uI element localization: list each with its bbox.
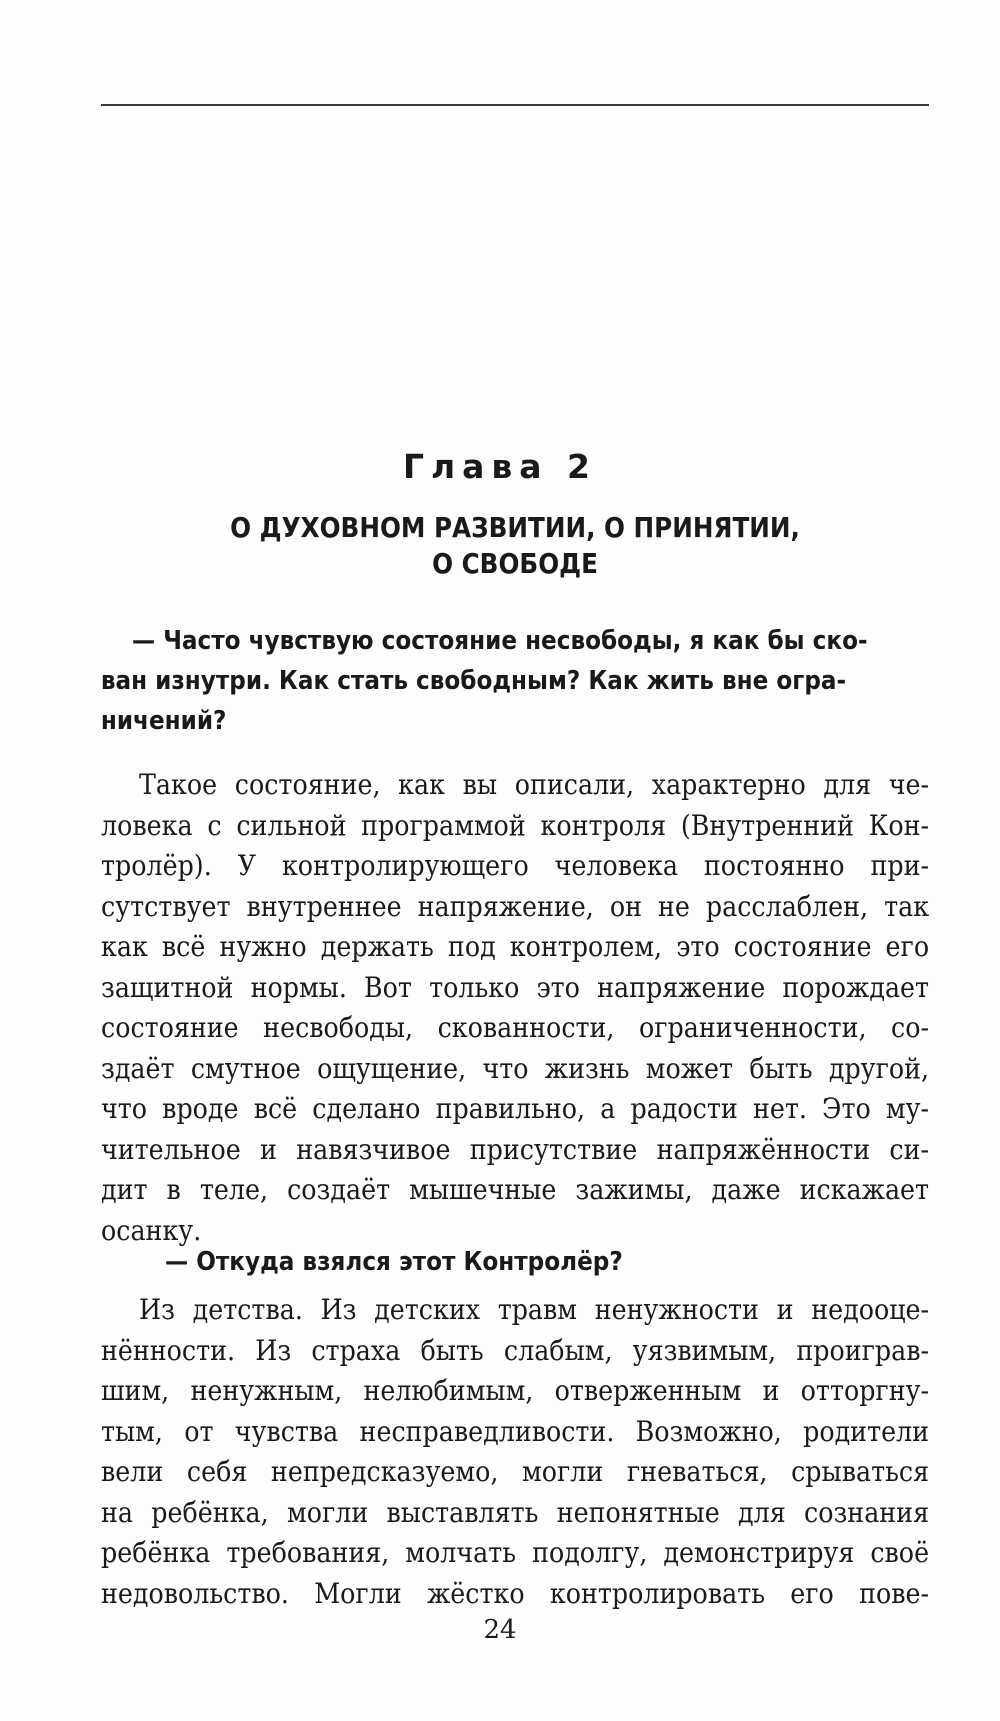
answer-paragraph — [101, 765, 929, 1251]
question-heading — [100, 621, 924, 741]
paragraph-line: шим, ненужным, нелюбимым, отверженным и отторгну- — [101, 1374, 930, 1407]
page-number: 24 — [483, 1615, 517, 1645]
paragraph-line: состояние несвободы, скованности, ограниченности, со- — [101, 1011, 930, 1044]
paragraph-line: тым, от чувства несправедливости. Возможно, родители — [101, 1414, 930, 1448]
chapter-title — [194, 510, 836, 582]
paragraph-line: ребёнка требования, молчать подолгу, демонстрируя своё — [101, 1536, 930, 1569]
chapter-title-line: О СВОБОДЕ — [432, 547, 598, 580]
paragraph-line: сутствует внутреннее напряжение, он не расслаблен, так — [101, 889, 930, 923]
paragraph-line: на ребёнка, могли выставлять непонятные для сознания — [101, 1495, 930, 1529]
question-line: — Часто чувствую состояние несвободы, я как бы ско- — [132, 626, 868, 656]
paragraph-line: осанку. — [101, 1213, 202, 1247]
paragraph-line: Из детства. Из детских травм ненужности и недооце- — [139, 1293, 930, 1326]
paragraph-line: как всё нужно держать под контролем, это состояние его — [101, 930, 930, 963]
paragraph-line: что вроде всё сделано правильно, а радости нет. Это му- — [101, 1092, 930, 1125]
question-line: — Откуда взялся этот Контролёр? — [165, 1247, 623, 1277]
paragraph-line: вели себя непредсказуемо, могли гневаться, срываться — [101, 1455, 930, 1488]
paragraph-line: здаёт смутное ощущение, что жизнь может быть другой, — [101, 1051, 930, 1085]
paragraph-line: тролёр). У контролирующего человека постоянно при- — [101, 849, 930, 882]
paragraph-line: дит в теле, создаёт мышечные зажимы, даже искажает — [101, 1173, 930, 1206]
question-heading — [165, 1242, 957, 1282]
chapter-number: Глава 2 — [402, 447, 598, 486]
paragraph-line: недовольство. Могли жёстко контролировать его пове- — [101, 1576, 930, 1610]
question-line: ничений? — [100, 706, 227, 736]
chapter-title-line: О ДУХОВНОМ РАЗВИТИИ, О ПРИНЯТИИ, — [230, 511, 800, 544]
answer-paragraph — [101, 1290, 929, 1614]
paragraph-line: нённости. Из страха быть слабым, уязвимым, проиграв- — [101, 1333, 930, 1367]
question-line: ван изнутри. Как стать свободным? Как жить вне огра- — [100, 666, 847, 696]
header-rule — [101, 104, 929, 106]
paragraph-line: защитной нормы. Вот только это напряжение порождает — [101, 970, 930, 1004]
paragraph-line: ловека с сильной программой контроля (Внутренний Кон- — [101, 808, 930, 842]
paragraph-line: Такое состояние, как вы описали, характерно для че- — [139, 768, 930, 801]
paragraph-line: чительное и навязчивое присутствие напряжённости си- — [101, 1132, 930, 1166]
